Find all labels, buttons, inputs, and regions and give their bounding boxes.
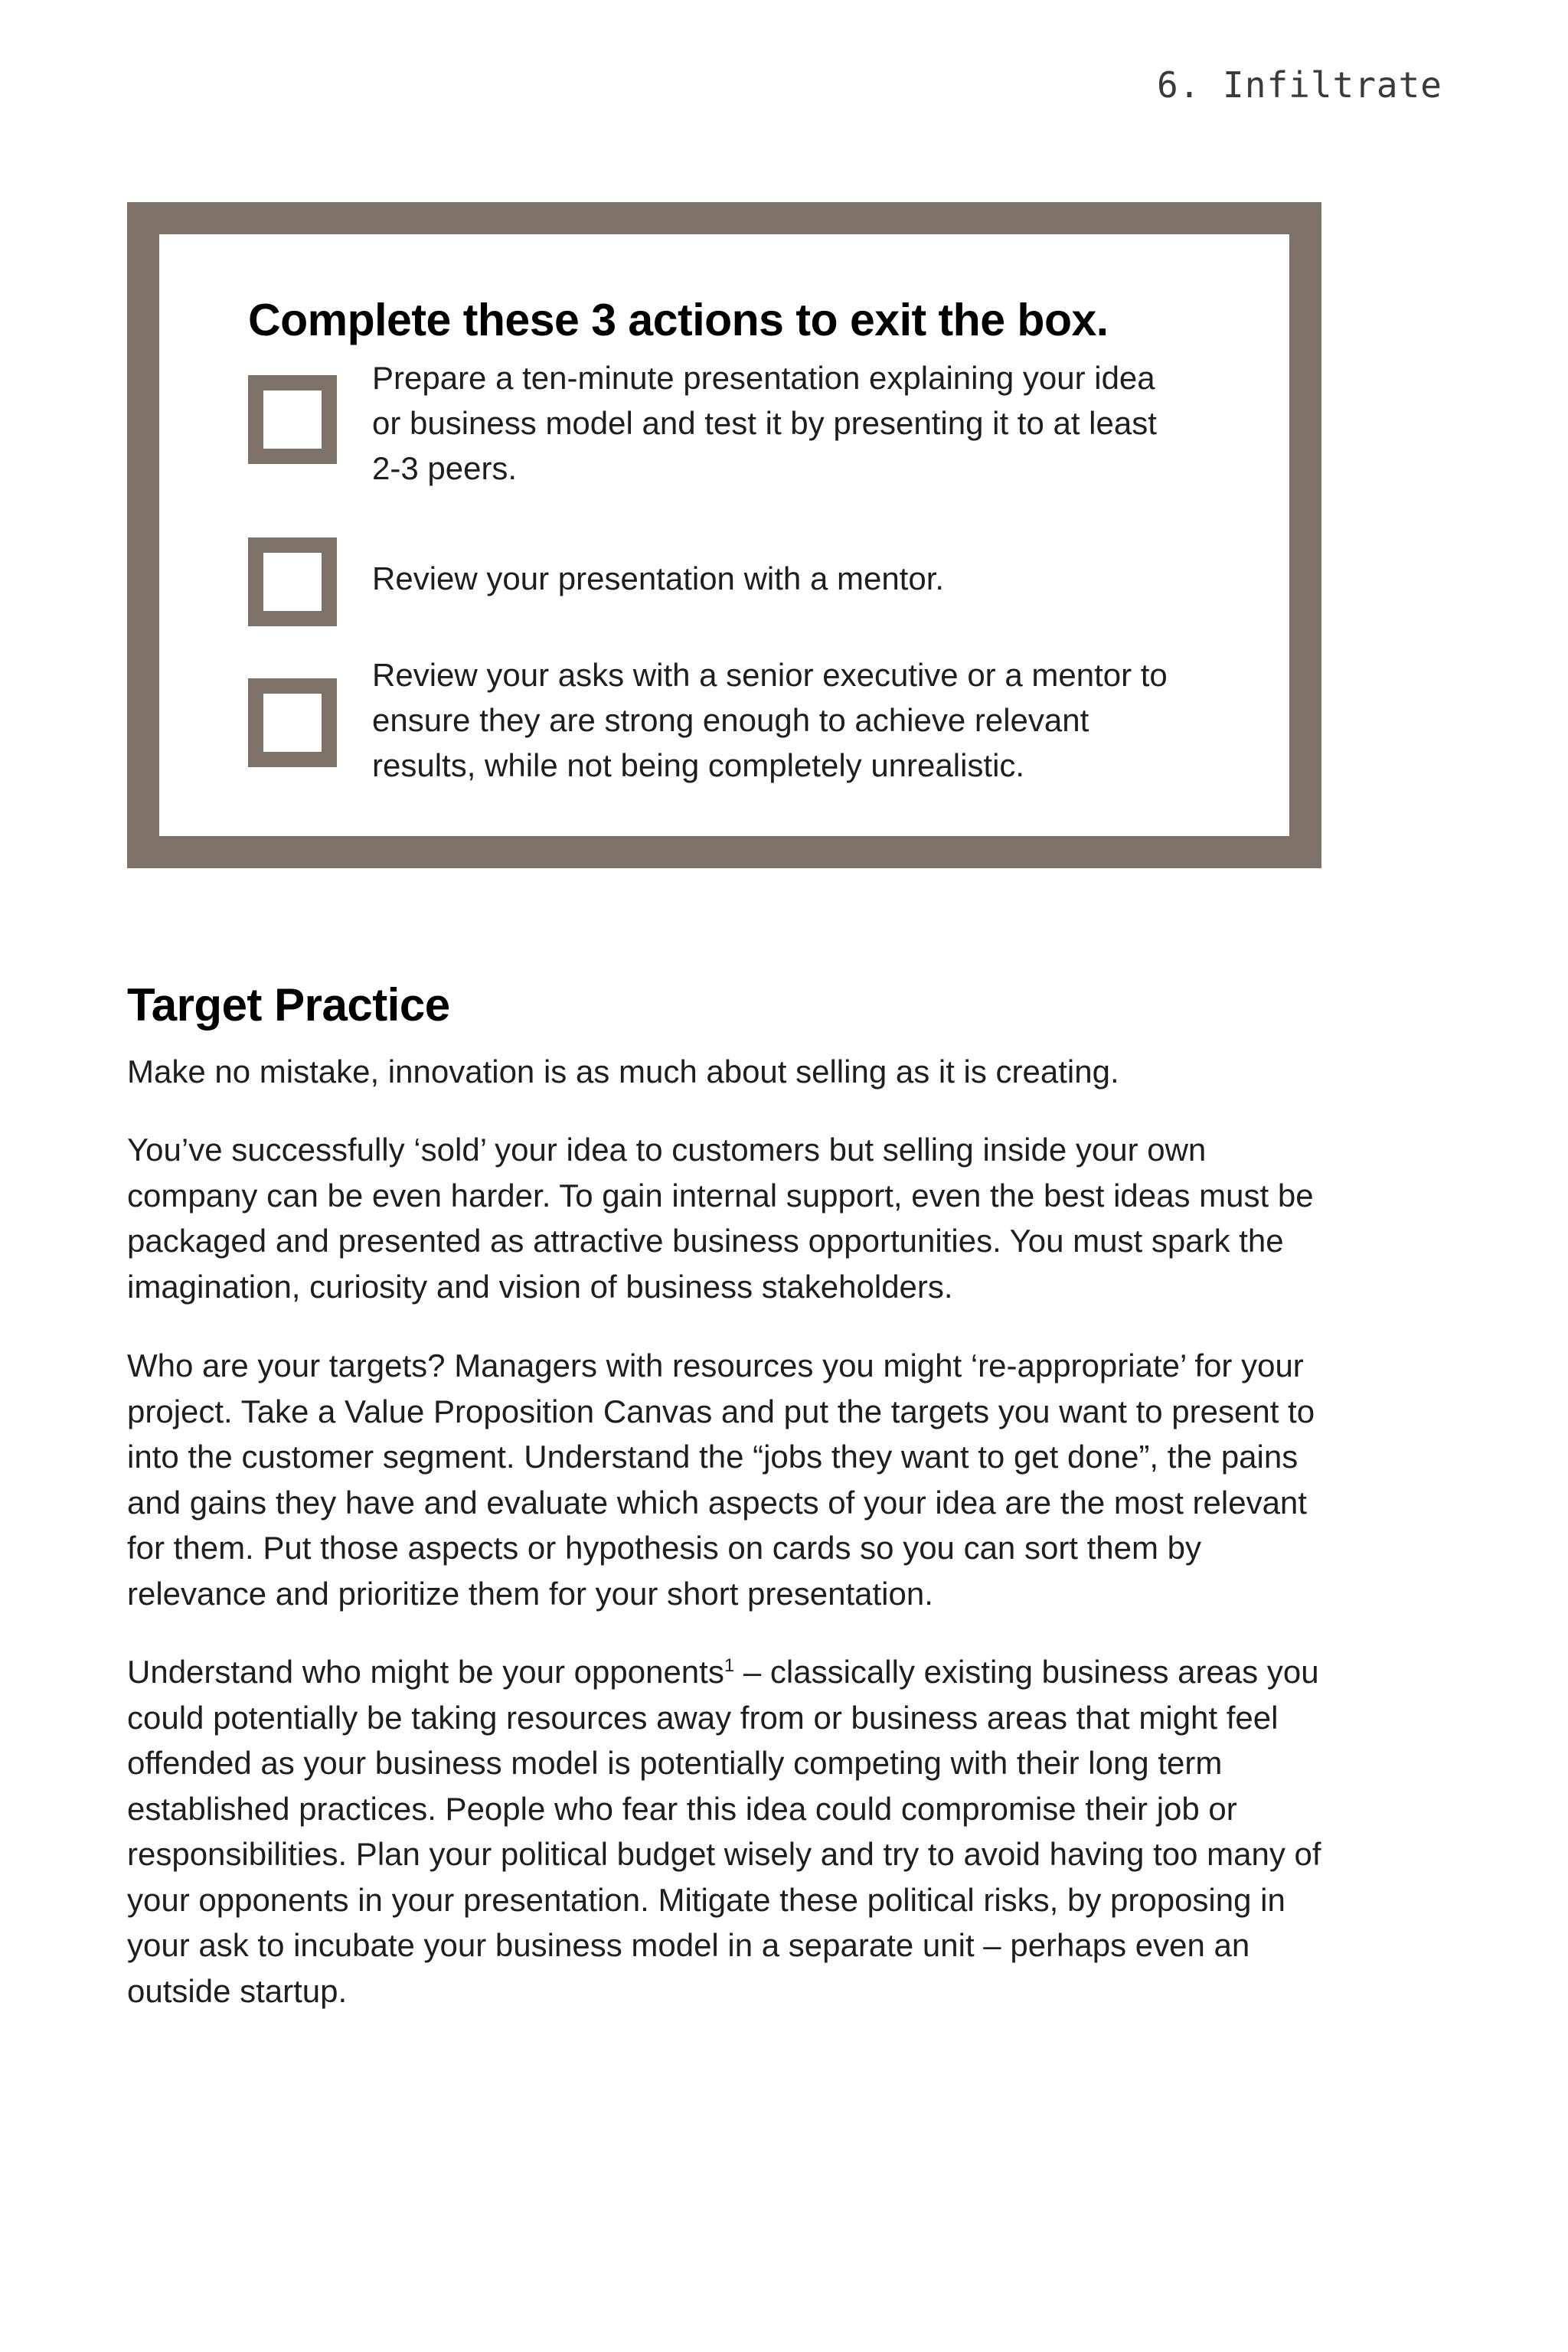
checklist-item-text: Review your presentation with a mentor. <box>372 560 945 596</box>
body-paragraph <box>127 1649 1337 2014</box>
section-title: Target Practice <box>127 979 450 1031</box>
body-paragraph: You’ve successfully ‘sold’ your idea to customers but selling inside your own company can be even harder. To gain internal support, even the best ideas must be packaged and presented as attractive business opportunities. You must spark the imagination, curiosity and vision of business stakeholders. <box>127 1132 1314 1305</box>
body-paragraph: Make no mistake, innovation is as much about selling as it is creating. <box>127 1054 1119 1089</box>
action-checklist-box <box>127 202 1321 868</box>
checkbox[interactable] <box>248 537 337 626</box>
checkbox[interactable] <box>248 375 337 464</box>
checklist-item-text: Prepare a ten-minute presentation explaining your idea or business model and test it by presenting it to at least 2-3 peers. <box>372 360 1157 486</box>
paragraph-text: – classically existing business areas you could potentially be taking resources away from or business areas that might feel offended as your business model is potentially competing with their long term established practices. People who fear this idea could compromise their job or responsibilities. Plan your political budget wisely and try to avoid having too many of your opponents in your presentation. Mitigate these political risks, by proposing in your ask to incubate your business model in a separate unit – perhaps even an outside startup. <box>127 1654 1321 2009</box>
footnote-marker[interactable]: 1 <box>724 1655 735 1676</box>
running-head: 6. Infiltrate <box>1156 64 1442 106</box>
checklist-item-text: Review your asks with a senior executive or a mentor to ensure they are strong enough to achieve relevant results, while not being completely unrealistic. <box>372 657 1168 783</box>
checkbox[interactable] <box>248 678 337 767</box>
paragraph-text: Understand who might be your opponents <box>127 1654 724 1690</box>
body-paragraph: Who are your targets? Managers with resources you might ‘re-appropriate’ for your project. Take a Value Proposition Canvas and put the targets you want to present to into the customer segment. Understand the “jobs they want to get done”, the pains and gains they have and evaluate which aspects of your idea are the most relevant for them. Put those aspects or hypothesis on cards so you can sort them by relevance and prioritize them for your short presentation. <box>127 1348 1315 1612</box>
checklist-title: Complete these 3 actions to exit the box. <box>248 295 1109 345</box>
